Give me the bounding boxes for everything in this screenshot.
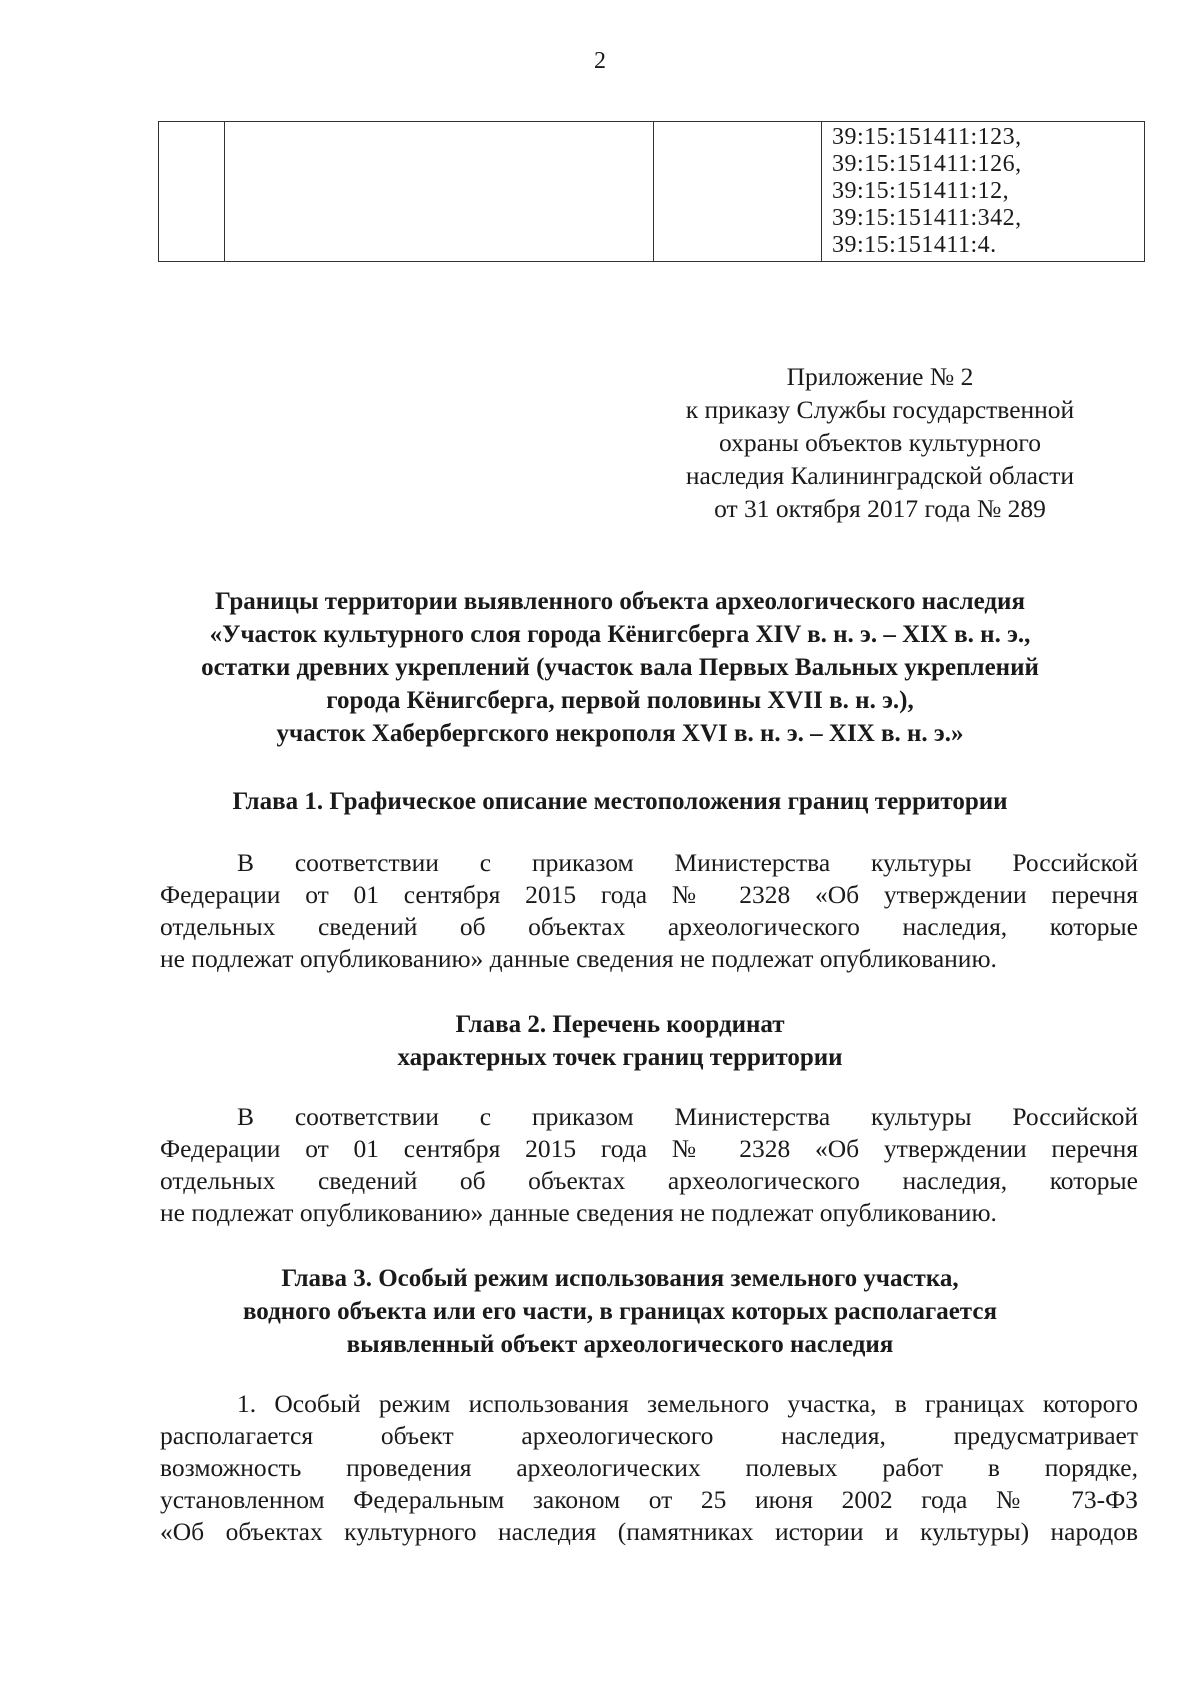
appendix-line: Приложение № 2 [786,362,974,391]
paragraph-line: Федерации от 01 сентября 2015 года № 2328 «Об утверждении перечня [160,1134,1138,1163]
paragraph-line: возможность проведения археологических полевых работ в порядке, [160,1453,1138,1482]
chapter-2-heading [140,1008,1100,1074]
paragraph-line: не подлежат опубликованию» данные сведения не подлежат опубликованию. [160,944,997,973]
appendix-line: охраны объектов культурного [718,428,1042,457]
chapter-2-paragraph [160,1101,1138,1229]
cadastral-number: 39:15:151411:4. [832,232,997,258]
chapter-1-heading [140,785,1100,818]
table-cell-number [159,122,225,262]
appendix-line: к приказу Службы государственной [685,395,1075,424]
heading-line: выявленный объект археологического наследия [346,1331,894,1358]
paragraph-line: В соответствии с приказом Министерства культуры Российской [237,1102,1138,1131]
chapter-1-paragraph [160,847,1138,975]
paragraph-line: «Об объектах культурного наследия (памятниках истории и культуры) народов [160,1517,1138,1546]
table-cell-address [654,122,822,262]
table-cell-cadastral-numbers [822,122,1145,262]
heading-line: водного объекта или его части, в границах которых располагается [242,1298,998,1325]
heading-line: Глава 2. Перечень координат [455,1011,785,1038]
heading-line: Глава 3. Особый режим использования земельного участка, [281,1265,959,1292]
paragraph-line: 1. Особый режим использования земельного участка, в границах которого [237,1389,1138,1418]
paragraph-line: В соответствии с приказом Министерства культуры Российской [237,848,1138,877]
paragraph-line: не подлежат опубликованию» данные сведения не подлежат опубликованию. [160,1198,997,1227]
appendix-line: наследия Калининградской области [685,461,1075,490]
cadastral-table [158,121,1145,262]
paragraph-line: отдельных сведений об объектах археологического наследия, которые [160,1166,1138,1195]
paragraph-line: Федерации от 01 сентября 2015 года № 2328 «Об утверждении перечня [160,880,1138,909]
paragraph-line: установленном Федеральным законом от 25 июня 2002 года № 73-ФЗ [160,1485,1138,1514]
heading-line: характерных точек границ территории [397,1044,843,1071]
table-row [159,122,1145,262]
title-line: Границы территории выявленного объекта археологического наследия [215,588,1025,615]
cadastral-number: 39:15:151411:12, [832,178,1010,204]
appendix-line: от 31 октября 2017 года № 289 [714,494,1046,523]
cadastral-number: 39:15:151411:342, [832,205,1022,231]
appendix-header [600,360,1160,525]
title-line: остатки древних укреплений (участок вала Первых Вальных укреплений [201,654,1039,681]
page-number: 2 [594,48,606,74]
paragraph-line: располагается объект археологического наследия, предусматривает [160,1421,1138,1450]
title-line: «Участок культурного слоя города Кёнигсберга XIV в. н. э. – XIX в. н. э., [209,621,1031,648]
title-line: города Кёнигсберга, первой половины XVII в. н. э.), [326,687,914,714]
heading-line: Глава 1. Графическое описание местоположения границ территории [232,788,1008,815]
table-cell-name [225,122,654,262]
document-title [140,585,1100,750]
chapter-3-paragraph [160,1388,1138,1548]
title-line: участок Хабербергского некрополя XVI в. н. э. – XIX в. н. э.» [276,720,964,747]
paragraph-line: отдельных сведений об объектах археологического наследия, которые [160,912,1138,941]
cadastral-number: 39:15:151411:123, [832,124,1022,150]
chapter-3-heading [140,1262,1100,1361]
cadastral-number: 39:15:151411:126, [832,151,1022,177]
